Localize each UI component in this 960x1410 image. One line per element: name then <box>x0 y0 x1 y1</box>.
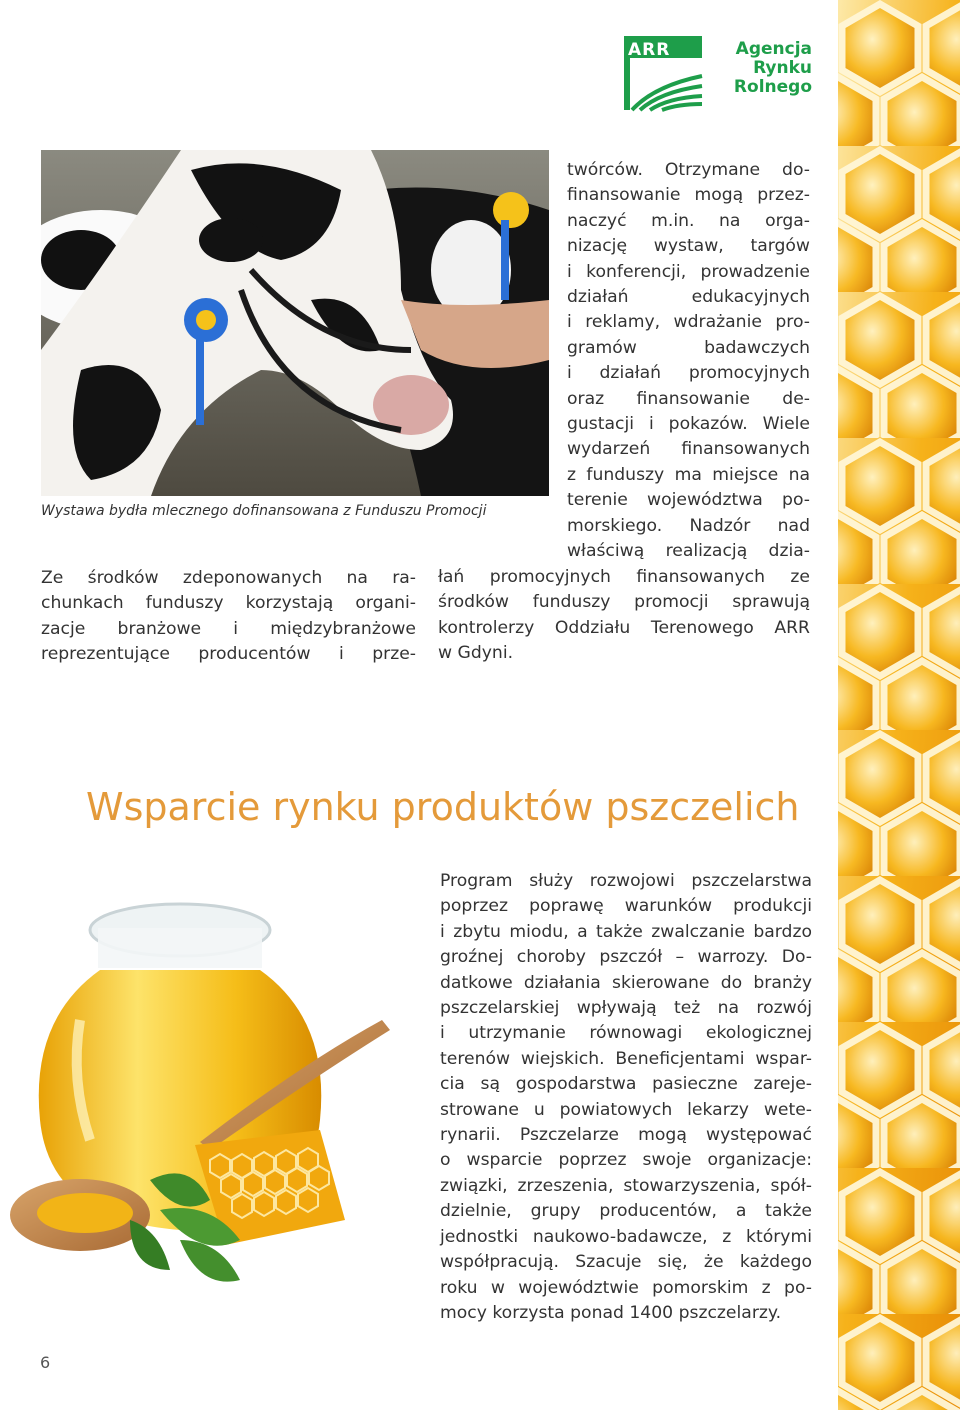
text-line: i działań promocyjnych <box>567 363 810 384</box>
paragraph-bee-products <box>440 869 812 1326</box>
text-line: z funduszy ma miejsce na <box>567 464 810 485</box>
text-line: morskiego. Nadzór nad <box>567 515 810 536</box>
honey-photo <box>10 880 430 1320</box>
text-line: oraz finansowanie de- <box>567 388 810 409</box>
section-heading: Wsparcie rynku produktów pszczelich <box>86 785 800 830</box>
logo-line-2: Rynku <box>753 58 812 78</box>
cow-photo <box>41 150 549 496</box>
text-line: zacje branżowe i międzybranżowe <box>41 618 416 639</box>
logo-line-3: Rolnego <box>733 77 812 97</box>
arr-logo <box>624 36 814 114</box>
text-line: w Gdyni. <box>438 643 514 664</box>
text-line: i zbytu miodu, a także zwalczanie bardzo <box>440 921 812 942</box>
text-line: roku w województwie pomorskim z po- <box>440 1277 812 1298</box>
text-line: łań promocyjnych finansowanych ze <box>438 567 810 587</box>
text-line: poprzez poprawę warunków produkcji <box>440 896 812 917</box>
text-line: naczyć m.in. na orga- <box>567 210 810 231</box>
text-line: cia są gospodarstwa pasieczne zareje- <box>440 1074 812 1095</box>
text-line: nizację wystaw, targów <box>567 236 810 257</box>
text-line: reprezentujące producentów i prze- <box>41 644 416 665</box>
text-line: jednostki naukowo-badawcze, z którymi <box>440 1226 812 1247</box>
text-line: chunkach funduszy korzystają organi- <box>41 593 416 614</box>
text-line: i reklamy, wdrażanie pro- <box>567 312 810 333</box>
text-line: właściwą realizacją dzia- <box>567 541 810 562</box>
text-line: terenów wiejskich. Beneficjentami wspar- <box>440 1048 812 1069</box>
text-line: i konferencji, prowadzenie <box>567 261 810 282</box>
text-line: działań edukacyjnych <box>567 287 810 308</box>
text-line: i utrzymanie równowagi ekologicznej <box>440 1023 812 1044</box>
text-line: Program służy rozwojowi pszczelarstwa <box>440 871 812 891</box>
text-line: o wsparcie poprzez swoje organizacje: <box>440 1150 812 1171</box>
text-line: gustacji i pokazów. Wiele <box>567 414 810 435</box>
text-line: finansowanie mogą przez- <box>567 185 810 206</box>
logo-wordmark <box>712 40 812 97</box>
text-line: gramów badawczych <box>567 337 810 358</box>
text-line: współpracują. Szacuje się, że każdego <box>440 1252 812 1273</box>
text-line: datkowe działania skierowane do branży <box>440 972 812 993</box>
logo-line-1: Agencja <box>735 39 812 59</box>
text-line: związki, zrzeszenia, stowarzyszenia, spół- <box>440 1175 812 1196</box>
cow-photo-caption: Wystawa bydła mlecznego dofinansowana z Funduszu Promocji <box>41 503 487 519</box>
text-line: środków funduszy promocji sprawują <box>438 592 810 613</box>
text-line: terenie województwa po- <box>567 490 810 511</box>
text-line: rynarii. Pszczelarze mogą występować <box>440 1125 812 1146</box>
text-line: strowane u powiatowych lekarzy wete- <box>440 1099 812 1120</box>
text-line: pszczelarskiej wpływają też na rozwój <box>440 998 812 1019</box>
paragraph-funds-right <box>567 158 810 565</box>
text-line: Ze środków zdeponowanych na ra- <box>41 568 416 588</box>
text-line: wydarzeń finansowanych <box>567 439 810 460</box>
text-line: dzielnie, grupy producentów, a także <box>440 1201 812 1222</box>
text-line: groźnej choroby pszczół – warrozy. Do- <box>440 947 812 968</box>
text-line: kontrolerzy Oddziału Terenowego ARR <box>438 617 810 638</box>
paragraph-funds-left <box>41 566 416 668</box>
text-line: mocy korzysta ponad 1400 pszczelarzy. <box>440 1302 782 1323</box>
page-number: 6 <box>40 1353 51 1372</box>
honeycomb-background <box>838 0 960 1410</box>
paragraph-funds-continuation <box>438 565 810 667</box>
text-line: twórców. Otrzymane do- <box>567 160 810 180</box>
logo-badge: ARR <box>628 40 671 60</box>
